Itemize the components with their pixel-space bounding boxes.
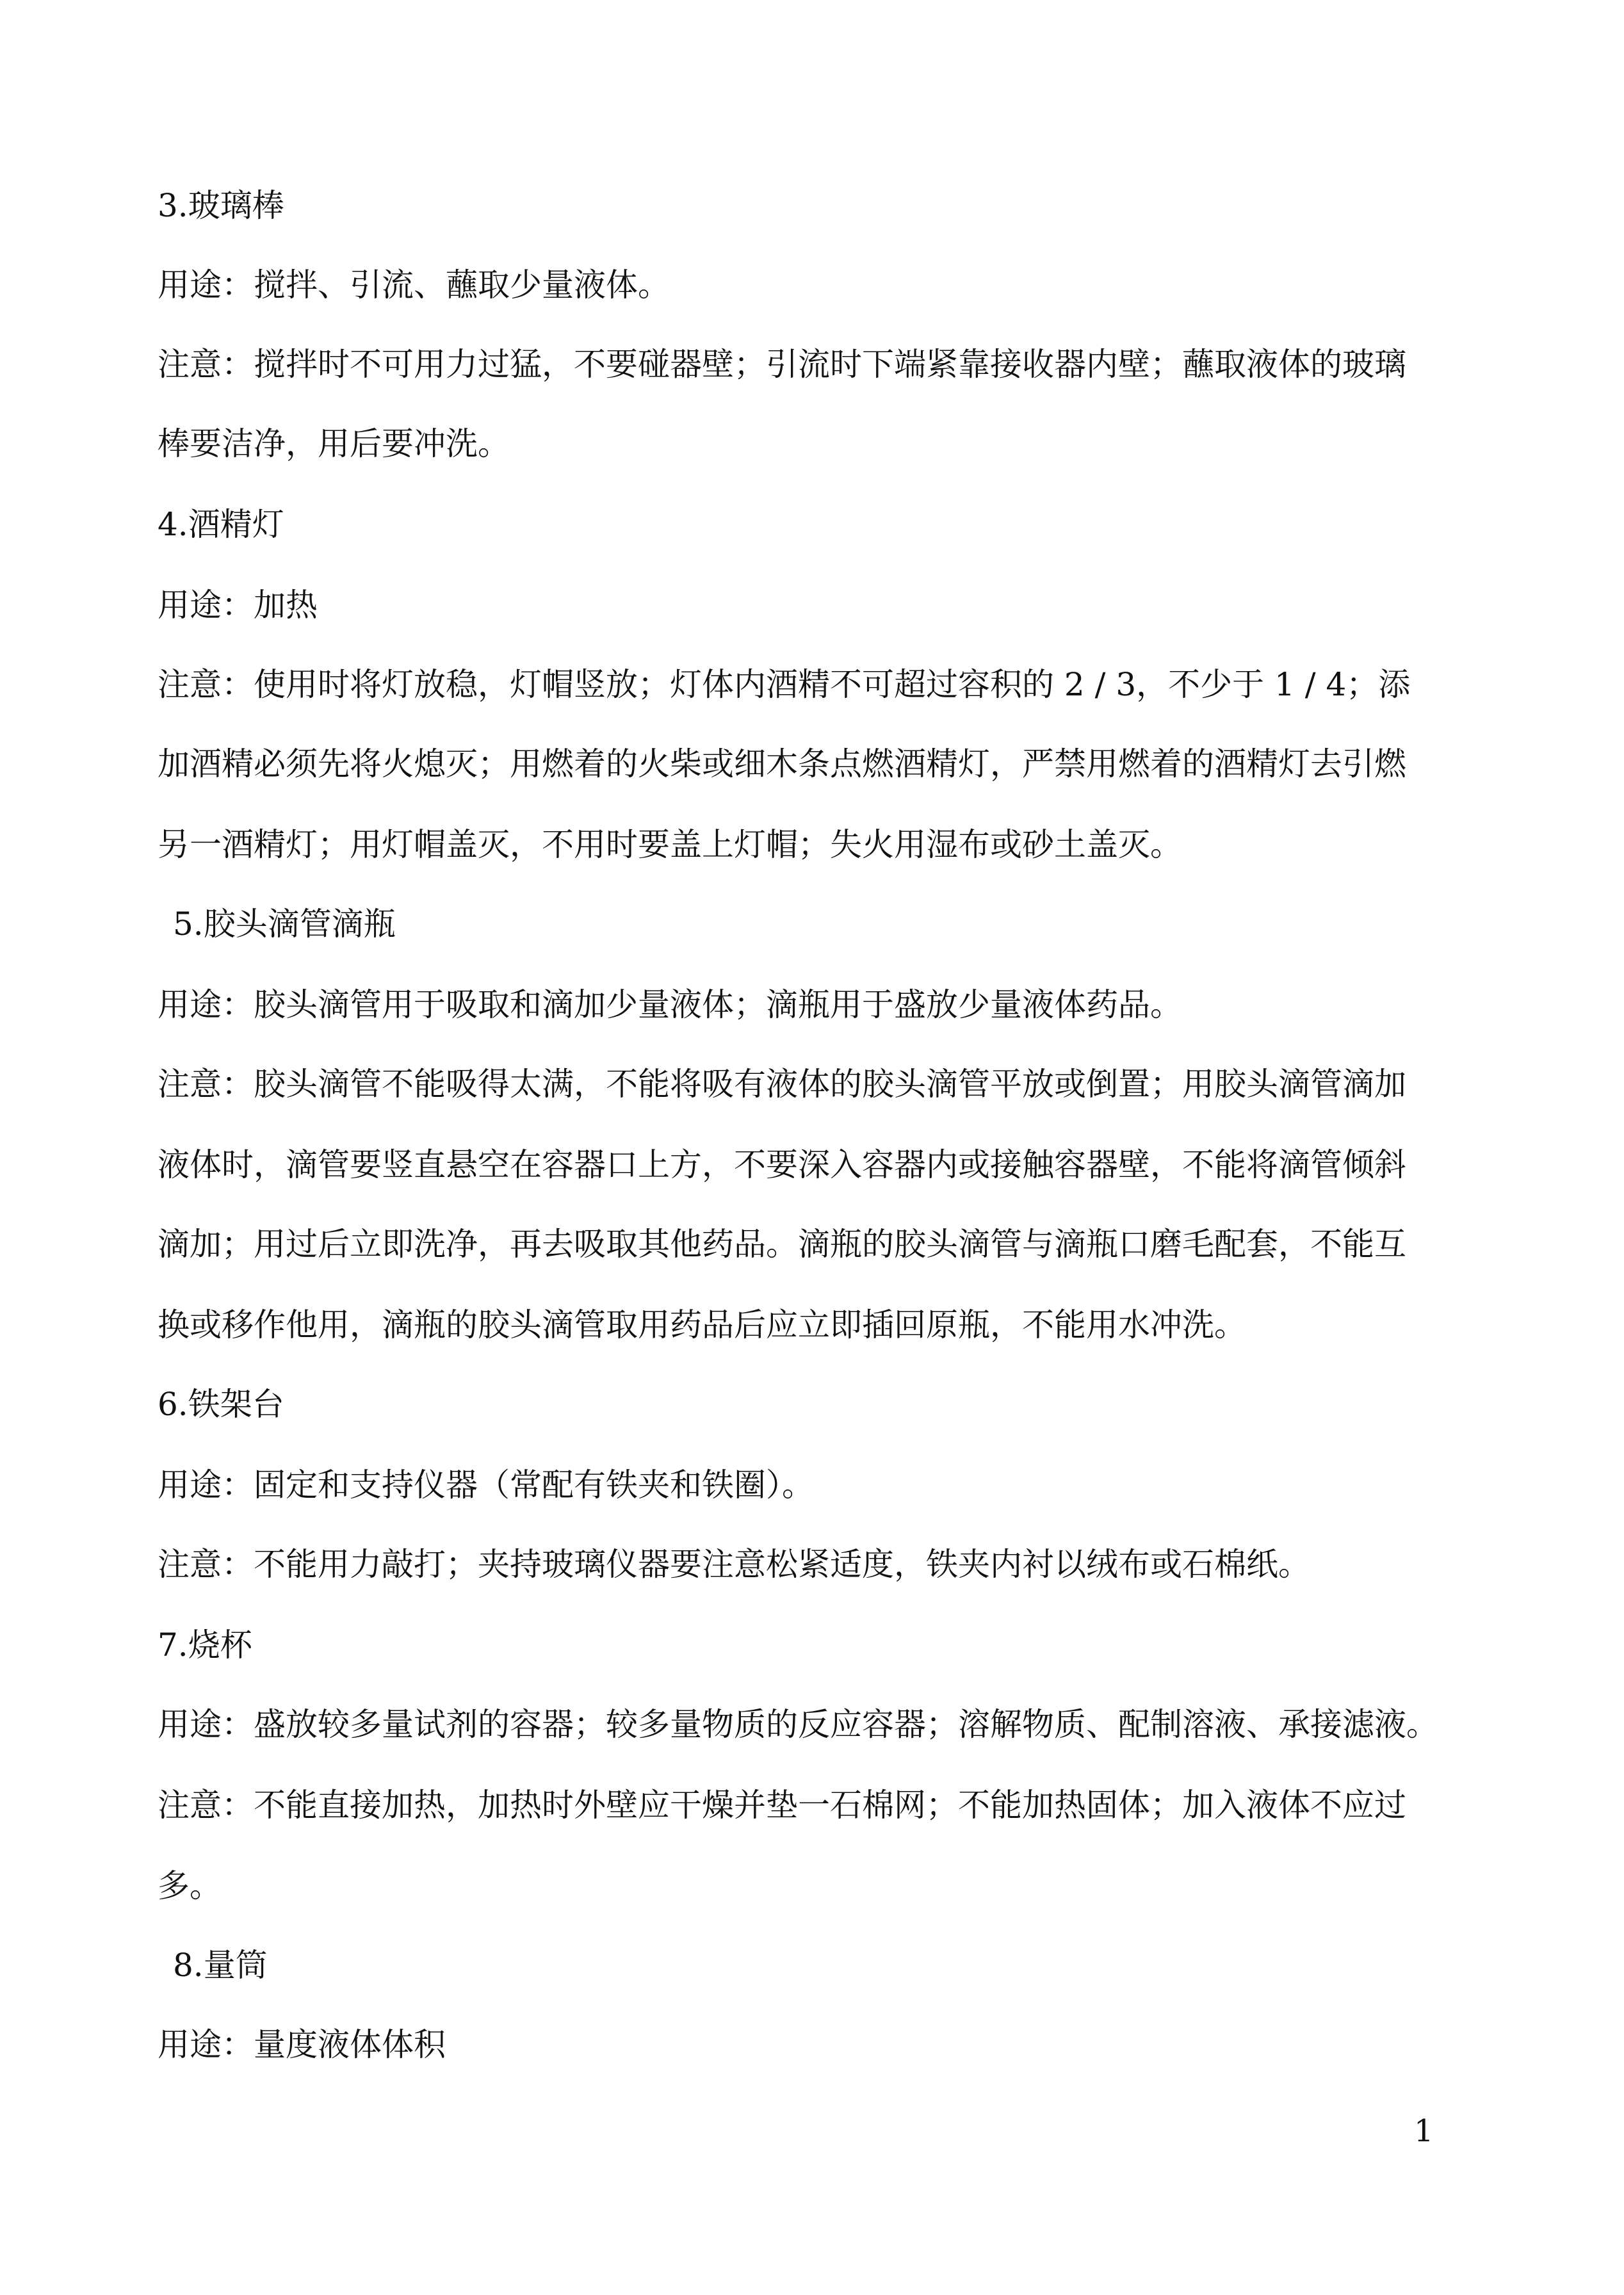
heading-beaker: 7.烧杯 [158,1626,252,1664]
page-number: 1 [1414,2113,1434,2149]
note-glass-rod-line-1: 注意：搅拌时不可用力过猛，不要碰器壁；引流时下端紧靠接收器内壁；蘸取液体的玻璃 [158,346,1406,383]
heading-glass-rod: 3.玻璃棒 [158,187,284,224]
note-alcohol-lamp-line-1: 注意：使用时将灯放稳，灯帽竖放；灯体内酒精不可超过容积的 2 / 3，不少于 1 / 4；添 [158,666,1411,703]
note-alcohol-lamp-line-2: 加酒精必须先将火熄灭；用燃着的火柴或细木条点燃酒精灯，严禁用燃着的酒精灯去引燃 [158,745,1406,783]
note-dropper-line-3: 滴加；用过后立即洗净，再去吸取其他药品。滴瓶的胶头滴管与滴瓶口磨毛配套，不能互 [158,1226,1406,1263]
note-dropper-line-4: 换或移作他用，滴瓶的胶头滴管取用药品后应立即插回原瓶，不能用水冲洗。 [158,1306,1246,1343]
note-alcohol-lamp-line-3: 另一酒精灯；用灯帽盖灭，不用时要盖上灯帽；失火用湿布或砂土盖灭。 [158,826,1182,863]
usage-iron-stand: 用途：固定和支持仪器（常配有铁夹和铁圈）。 [158,1466,814,1504]
heading-graduated-cylinder: 8.量筒 [173,1947,268,1984]
note-dropper-line-1: 注意：胶头滴管不能吸得太满，不能将吸有液体的胶头滴管平放或倒置；用胶头滴管滴加 [158,1066,1406,1103]
usage-dropper: 用途：胶头滴管用于吸取和滴加少量液体；滴瓶用于盛放少量液体药品。 [158,986,1182,1023]
heading-iron-stand: 6.铁架台 [158,1386,284,1423]
note-glass-rod-line-2: 棒要洁净，用后要冲洗。 [158,425,510,462]
heading-alcohol-lamp: 4.酒精灯 [158,506,284,543]
note-iron-stand: 注意：不能用力敲打；夹持玻璃仪器要注意松紧适度，铁夹内衬以绒布或石棉纸。 [158,1546,1310,1583]
note-dropper-line-2: 液体时，滴管要竖直悬空在容器口上方，不要深入容器内或接触容器壁，不能将滴管倾斜 [158,1146,1406,1183]
usage-alcohol-lamp: 用途：加热 [158,587,318,624]
note-beaker-line-1: 注意：不能直接加热，加热时外壁应干燥并垫一石棉网；不能加热固体；加入液体不应过 [158,1787,1406,1824]
usage-graduated-cylinder: 用途：量度液体体积 [158,2026,446,2063]
note-beaker-line-2: 多。 [158,1867,222,1904]
usage-beaker: 用途：盛放较多量试剂的容器；较多量物质的反应容器；溶解物质、配制溶液、承接滤液。 [158,1706,1438,1743]
heading-dropper: 5.胶头滴管滴瓶 [173,905,396,943]
usage-glass-rod: 用途：搅拌、引流、蘸取少量液体。 [158,266,670,304]
